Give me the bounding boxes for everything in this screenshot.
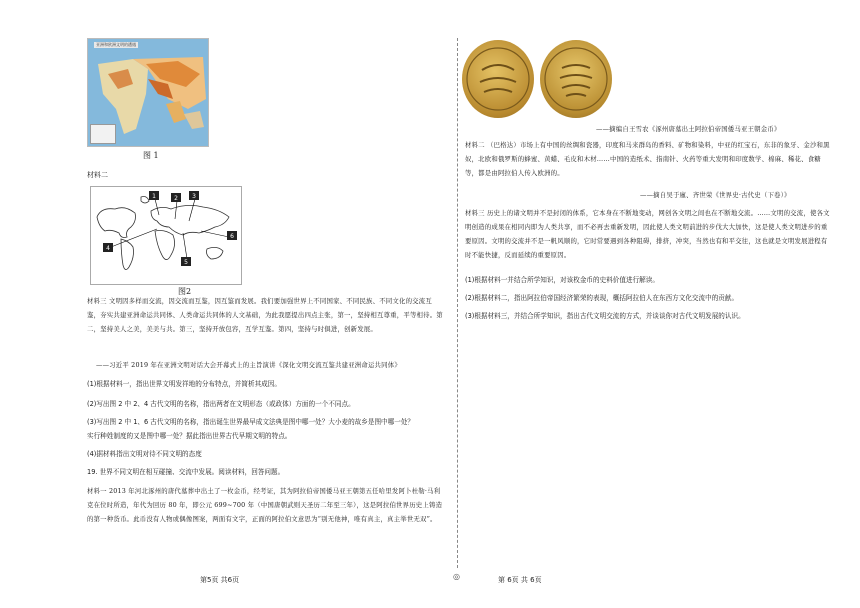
left-question-3a: (3)写出图 2 中 1、6 古代文明的名称，指出诞生世界最早成文法典是图中哪一处？大小麦的故乡是图中哪一处？ (87, 418, 415, 426)
left-material1: 材料一 2013 年河北涿州的唐代墓葬中出土了一枚金币，经考证，其为阿拉伯帝国倭马亚王朝第五任哈里发阿卜杜勒·马利克在位时所造，年代为回历 80 年，即公元 699~700 年（中国唐朝武则天圣历二年至三年），这是阿拉伯世界历史上铸造的第一种货币。此币没有人物或偶像图案，两面有文字，正面的阿拉伯文意思为“别无他神，唯有真主，真主举世无双”。 (87, 487, 443, 523)
right-question-3: (3)根据材料三，并结合所学知识，指出古代文明交流的方式，并谈谈你对古代文明发展的认识。 (465, 312, 745, 320)
right-source2: ——摘自吴于廑、齐世荣《世界史·古代史（下卷）》 (640, 191, 791, 199)
right-question-1: (1)根据材料一并结合所学知识，对该枚金币的史料价值进行解读。 (465, 276, 659, 284)
coin-back-image (540, 40, 612, 118)
map2-marker-2: 2 (174, 195, 178, 202)
figure2-caption: 图2 (178, 287, 192, 296)
world-map-graphic (91, 187, 241, 284)
right-material3: 材料三 历史上的诸文明并不是封闭的体系，它本身在不断地变动，网创各文明之间也在不断地交流。……文明的交流，使各文明创造的成果在相同内即为人类共享，而不必再去重新发明，因此使人类文明前进的步伐大大加快，这是使人类文明进步的重要原因。文明的交流并不是一帆风顺的，它时常要遇到各种阻碍，排挤，冲突，当然也有和平交往，这也就是文明发展进程有时不能快捷，反而延续的重要原因。 (465, 209, 830, 259)
map2-marker-3: 3 (192, 193, 196, 200)
map-figure-2 (90, 186, 242, 285)
map2-marker-6: 6 (230, 233, 234, 240)
map-figure-1 (87, 38, 209, 147)
left-footer: 第5页 共6页 (200, 576, 240, 584)
coin-front-image (462, 40, 534, 118)
map1-legend (90, 124, 116, 144)
map2-marker-5: 5 (184, 259, 188, 266)
binding-hole-icon: ◎ (453, 572, 460, 581)
question-19: 19. 世界不同文明在相互碰撞、交流中发展。阅读材料，回答问题。 (87, 468, 285, 476)
right-material2: 材料二 （巴格达）市场上有中国的丝绸和瓷器，印度和马来群岛的香料、矿物和染料，中亚的红宝石，东非的象牙、金沙和黑奴，北欧和俄罗斯的蜂蜜、黄蜡、毛皮和木材……中国的造纸术、指南针、火药等重大发明和印度数学、棉麻、稀花、食糖等，都是由阿拉伯人传入欧洲的。 (465, 141, 830, 177)
right-page (460, 0, 860, 608)
material2-label: 材料二 (87, 171, 108, 179)
figure1-caption: 图 1 (143, 151, 159, 160)
map2-marker-1: 1 (152, 193, 156, 200)
left-question-4: (4)据材料指出文明对待不同文明的态度 (87, 450, 202, 458)
right-source1: ——摘编自王雪农《涿州唐墓出土阿拉伯帝国倭马亚王朝金币》 (596, 125, 781, 133)
map2-marker-4: 4 (106, 245, 110, 252)
left-material3: 材料三 文明因多样而交流，因交流而互鉴，因互鉴而发展。我们要加强世界上不同国家、不同民族、不同文化的交流互鉴，夯实共建亚洲命运共同体、人类命运共同体的人文基础，为此我愿提出四点主张，第一，坚持相互尊重，平等相待。第二，坚持美人之美，美美与共。第三，坚持开放包容，互学互鉴。第四，坚持与时俱进，创新发展。 (87, 297, 443, 333)
map1-title: 亚洲和欧洲文明的遭遇 (96, 42, 136, 47)
right-footer: 第 6页 共 6页 (498, 576, 542, 584)
left-source3: ——习近平 2019 年在亚洲文明对话大会开幕式上的主旨演讲《深化文明交流互鉴共建亚洲命运共同体》 (96, 361, 401, 369)
left-question-2: (2)写出图 2 中 2、4 古代文明的名称，指出两者在文明形态（或政体）方面的一个不同点。 (87, 400, 355, 408)
right-question-2: (2)根据材料二，指出阿拉伯帝国经济繁荣的表现，概括阿拉伯人在东西方文化交流中的贡献。 (465, 294, 739, 302)
left-question-3b: 实行种姓制度的又是图中哪一处？据此指出世界古代早期文明的特点。 (87, 432, 292, 440)
left-question-1: (1)根据材料一，指出世界文明发祥地的分布特点，并简析其成因。 (87, 380, 281, 388)
